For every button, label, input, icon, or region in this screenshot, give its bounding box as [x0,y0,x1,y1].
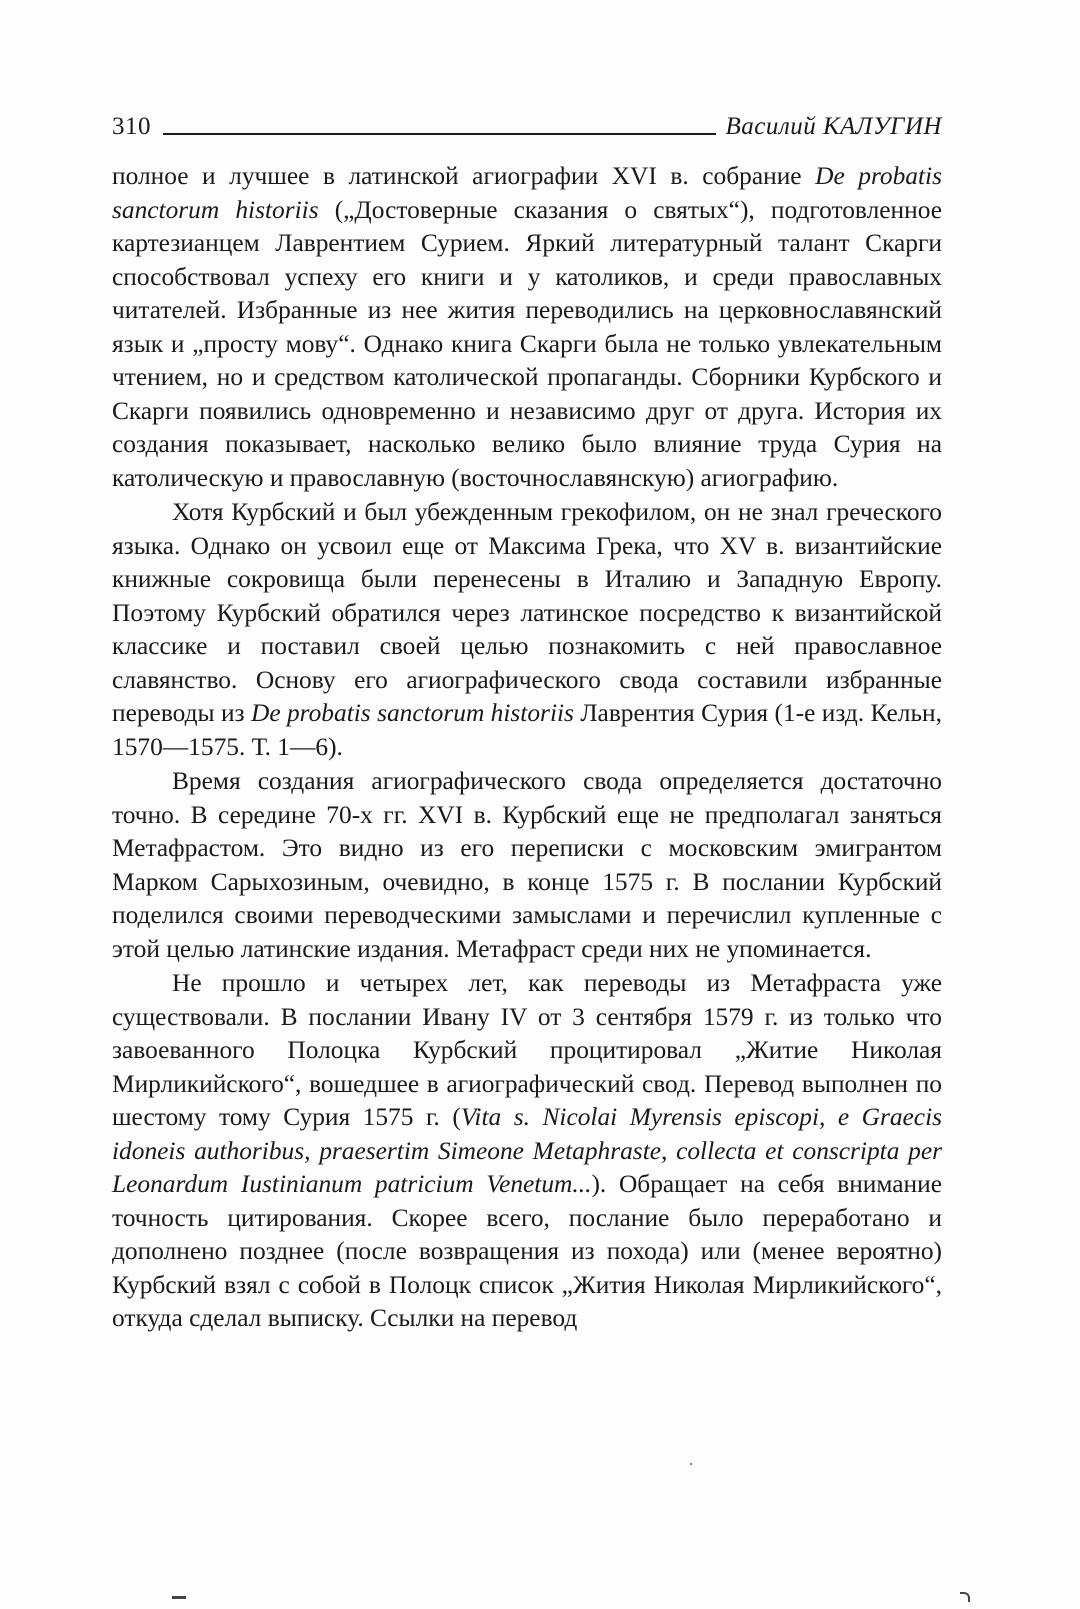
page-number: 310 [112,113,151,140]
paragraph-2 [112,496,942,764]
paragraph-3 [112,765,942,966]
text-segment: полное и лучшее в латинской агиографии XVI в. собрание [112,162,816,190]
text-segment: Не прошло и четырех лет, как переводы из Метафраста уже существовали. В послании Ивану IV от 3 сентября 1579 г. из только что завоеванного Полоцка Курбский процитировал „Житие Николая Мирликийского“, вошедшее в агиографический свод. Перевод выполнен по шестому тому Сурия 1575 г. ( [112,969,942,1131]
running-head: Василий КАЛУГИН [725,113,942,140]
body-text [112,160,942,1336]
italic-title: Vita s. Nicolai Myrensis episcopi, e Graecis idoneis authoribus, praesertim Simeone Metaphraste, collecta et conscripta per Leonardum Iustinianum patricium Venetum... [112,1103,943,1198]
italic-title: De probatis sanctorum historiis [112,162,942,224]
text-segment: („Достоверные сказания о святых“), подготовленное картезианцем Лаврентием Сурием. Яркий литературный талант Скарги способствовал успеху его книги и у католиков, и среди православных читателей. Избранные из нее жития переводились на церковнославянский язык и „просту мову“. Однако книга Скарги была не только увлекательным чтением, но и средством католической пропаганды. Сборники Курбского и Скарги появились одновременно и независимо друг от друга. История их создания показывает, насколько велико было влияние труда Сурия на католическую и православную (восточнославянскую) агиографию. [112,195,942,492]
paragraph-1 [112,160,942,495]
cut-off-glyph-right [960,1592,970,1602]
text-segment: Время создания агиографического свода определяется достаточно точно. В середине 70-х гг. XVI в. Курбский еще не предполагал заняться Метафрастом. Это видно из его переписки с московским эмигрантом Марком Сарыхозиным, очевидно, в конце 1575 г. В послании Курбский поделился своими переводческими замыслами и перечислил купленные с этой целью латинские издания. Метафраст среди них не упоминается. [112,767,942,963]
header-rule [163,133,716,135]
text-segment: Лаврентия Сурия (1-е изд. Кельн, 1570—1575. Т. 1—6). [112,699,942,761]
scan-speck [690,1463,692,1465]
paragraph-4 [112,967,942,1336]
text-segment: ). Обращает на себя внимание точность цитирования. Скорее всего, послание было переработано и дополнено позднее (после возвращения из похода) или (менее вероятно) Курбский взял с собой в Полоцк список „Жития Николая Мирликийского“, откуда сделал выписку. Ссылки на перевод [112,1170,942,1332]
italic-title: De probatis sanctorum historiis [250,699,574,727]
page-header [112,102,942,142]
text-segment: Хотя Курбский и был убежденным грекофилом, он не знал греческого языка. Однако он усвоил еще от Максима Грека, что XV в. византийские книжные сокровища были перенесены в Италию и Западную Европу. Поэтому Курбский обратился через латинское посредство к византийской классике и поставил своей целью познакомить с ней православное славянство. Основу его агиографического свода составили избранные переводы из [112,498,942,727]
cut-off-glyph-left [172,1596,186,1599]
